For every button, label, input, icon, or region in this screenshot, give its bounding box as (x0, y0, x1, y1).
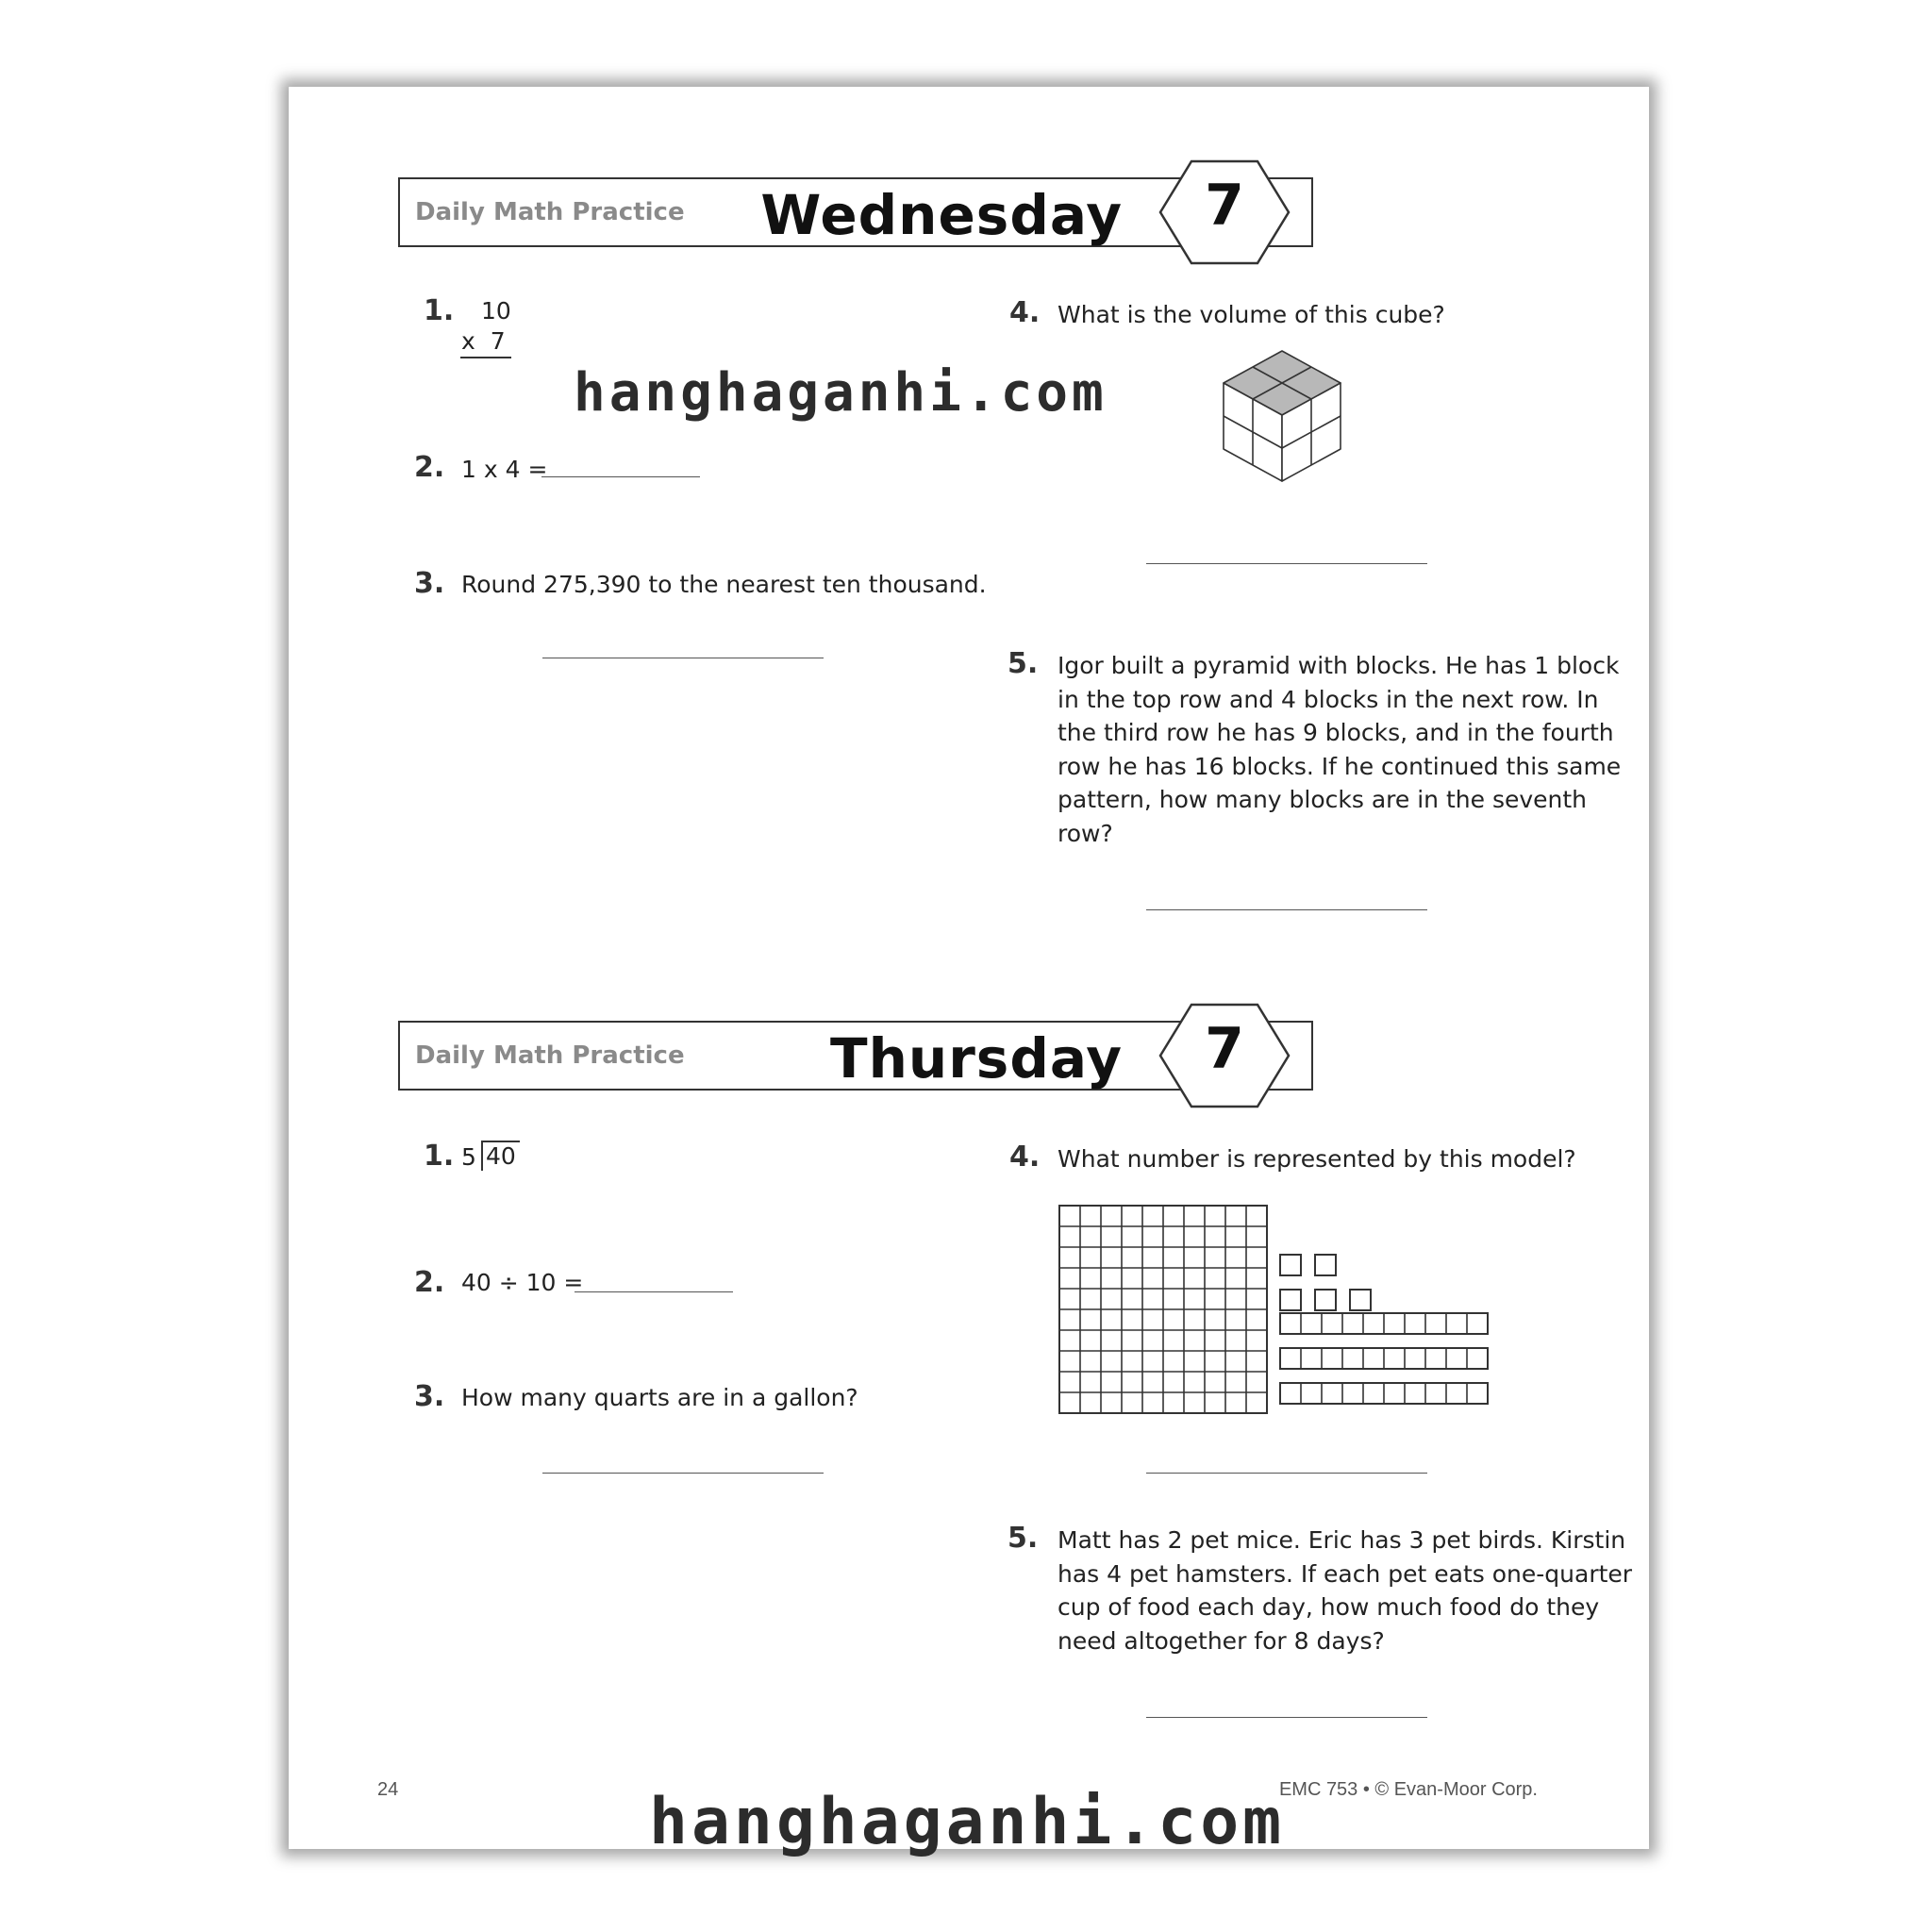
answer-line[interactable] (1146, 909, 1427, 910)
multiplication-rule (460, 357, 511, 358)
header-brand: Daily Math Practice (415, 198, 685, 226)
problem-line: need altogether for 8 days? (1058, 1626, 1385, 1655)
problem-line: has 4 pet hamsters. If each pet eats one-quarter (1058, 1559, 1633, 1588)
multiplication-bottom: x 7 (461, 327, 506, 355)
week-hexagon (1158, 159, 1291, 265)
header-day: Thursday (830, 1026, 1123, 1091)
worksheet-page (289, 87, 1649, 1849)
multiplication-top: 10 (481, 297, 511, 325)
question-text: How many quarts are in a gallon? (461, 1384, 858, 1411)
answer-line[interactable] (1146, 1473, 1427, 1474)
week-hexagon (1158, 1003, 1291, 1108)
answer-line[interactable] (542, 1473, 824, 1474)
problem-line: row he has 16 blocks. If he continued this same (1058, 752, 1622, 780)
question-number: 4. (1009, 296, 1041, 329)
question-number: 4. (1009, 1141, 1041, 1174)
question-text: Round 275,390 to the nearest ten thousand. (461, 571, 987, 598)
question-text: 40 ÷ 10 = (461, 1269, 584, 1296)
answer-line[interactable] (575, 1291, 733, 1292)
problem-line: cup of food each day, how much food do they (1058, 1593, 1600, 1621)
answer-line[interactable] (541, 476, 700, 477)
word-problem (1058, 1524, 1632, 1657)
problem-line: pattern, how many blocks are in the seventh (1058, 786, 1588, 813)
question-text: What is the volume of this cube? (1058, 301, 1445, 328)
question-text: What number is represented by this model? (1058, 1145, 1576, 1173)
ones-cube (1315, 1255, 1336, 1275)
page-number: 24 (377, 1779, 399, 1800)
question-number: 1. (424, 294, 455, 327)
problem-line: in the top row and 4 blocks in the next row. In (1058, 685, 1599, 713)
ones-cube (1280, 1255, 1301, 1275)
question-number: 5. (1008, 1522, 1039, 1555)
problem-line: row? (1058, 819, 1113, 847)
base-ten-model (1058, 1204, 1501, 1426)
watermark-text: hanghaganhi.com (649, 1785, 1286, 1859)
answer-line[interactable] (1146, 563, 1427, 564)
header-brand: Daily Math Practice (415, 1041, 685, 1070)
week-number: 7 (1205, 1016, 1244, 1082)
ones-cube (1280, 1290, 1301, 1310)
ones-cube (1350, 1290, 1371, 1310)
question-text: 1 x 4 = (461, 456, 548, 483)
question-number: 3. (414, 1380, 445, 1413)
problem-line: the third row he has 9 blocks, and in the fourth (1058, 719, 1614, 746)
question-number: 1. (424, 1140, 455, 1173)
divisor: 5 (461, 1143, 476, 1171)
cube-figure (1221, 349, 1343, 485)
dividend: 40 (481, 1141, 520, 1171)
week-number: 7 (1205, 173, 1244, 239)
problem-line: Matt has 2 pet mice. Eric has 3 pet birds. Kirstin (1058, 1526, 1626, 1554)
question-number: 2. (414, 1266, 445, 1299)
word-problem (1058, 649, 1621, 850)
problem-line: Igor built a pyramid with blocks. He has 1 block (1058, 652, 1620, 679)
header-day: Wednesday (760, 183, 1123, 247)
question-number: 5. (1008, 647, 1039, 680)
watermark-text: hanghaganhi.com (574, 362, 1108, 424)
ones-cube (1315, 1290, 1336, 1310)
question-number: 2. (414, 451, 445, 484)
answer-line[interactable] (1146, 1717, 1427, 1718)
question-number: 3. (414, 567, 445, 600)
copyright-credit: EMC 753 • © Evan-Moor Corp. (1278, 1779, 1538, 1800)
